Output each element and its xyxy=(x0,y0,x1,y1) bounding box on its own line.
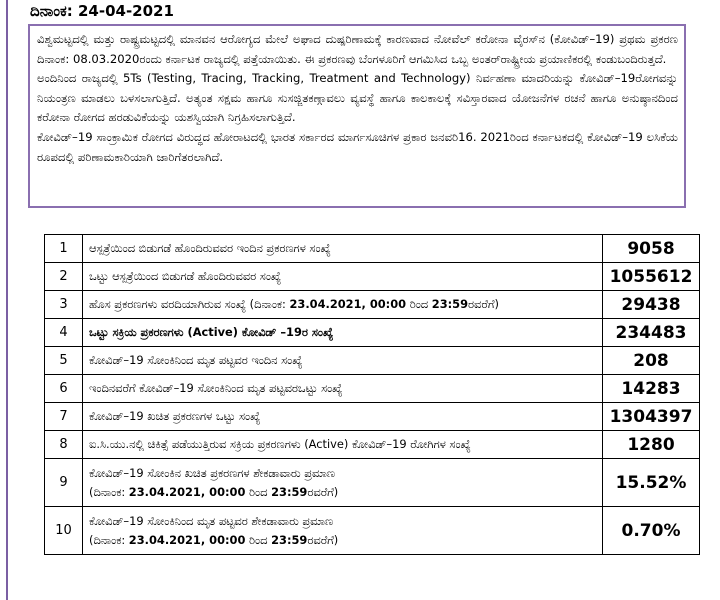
row-number: 2 xyxy=(45,263,83,291)
intro-paragraph-2: ಅಂದಿನಿಂದ ರಾಜ್ಯದಲ್ಲಿ 5Ts (Testing, Tracing, Tracking, Treatment and Technology) ನಿರ್ವಹಣಾ ಮಾದರಿಯನ್ನು ಕೋವಿಡ್–19ರೋಗವನ್ನು ನಿಯಂತ್ರಣ ಮಾಡಲು ಬಳಸಲಾಗುತ್ತಿದೆ. ಅತ್ಯಂತ ಸಕ್ಷಮ ಹಾಗೂ ಸುಸಜ್ಜಿತಕಣ್ಗಾವಲು ವ್ಯವಸ್ಥೆ ಹಾಗೂ ಕಾಲಕಾಲಕ್ಕೆ ಸವಿಸ್ತಾರವಾದ ಯೋಜನೆಗಳ ರಚನೆ ಹಾಗೂ ಅನುಷ್ಠಾನದಿಂದ ಕರೋನಾ ರೋಗದ ಹರಡುವಿಕೆಯನ್ನು ಯಶಸ್ವಿಯಾಗಿ ನಿಗ್ರಹಿಸಲಾಗುತ್ತಿದೆ. xyxy=(37,71,678,125)
row-number: 9 xyxy=(45,459,83,507)
table-row xyxy=(45,403,700,431)
row-number: 4 xyxy=(45,319,83,347)
row-description-text: ಕೋವಿಡ್–19 ಸೋಂಕಿನ ಖಚಿತ ಪ್ರಕರಣಗಳ ಶೇಕಡಾವಾರು ಪ್ರಮಾಣ xyxy=(89,465,335,480)
row-description: ಒಟ್ಟು ಆಸ್ಪತ್ರೆಯಿಂದ ಬಿಡುಗಡೆ ಹೊಂದಿರುವವರ ಸಂಖ್ಯೆ xyxy=(83,263,603,291)
row-number: 7 xyxy=(45,403,83,431)
row-value: 29438 xyxy=(603,291,700,319)
row-date-suffix: ರವರೆಗೆ) xyxy=(307,484,339,499)
row-value: 14283 xyxy=(603,375,700,403)
row-number: 10 xyxy=(45,507,83,555)
stats-table xyxy=(44,234,700,555)
row-description-text: ಕೋವಿಡ್–19 ಸೋಂಕಿನಿಂದ ಮೃತ ಪಟ್ಟವರ ಶೇಕಡಾವಾರು ಪ್ರಮಾಣ xyxy=(89,513,334,528)
table-row xyxy=(45,347,700,375)
row-date-suffix: ರವರೆಗೆ) xyxy=(307,532,339,547)
row-value: 1280 xyxy=(603,431,700,459)
row-number: 8 xyxy=(45,431,83,459)
row-date-connector: ರಿಂದ xyxy=(245,484,272,499)
date-line xyxy=(30,2,174,20)
row-number: 3 xyxy=(45,291,83,319)
row-description xyxy=(83,459,603,507)
row-value: 1055612 xyxy=(603,263,700,291)
row-value: 1304397 xyxy=(603,403,700,431)
table-row xyxy=(45,507,700,555)
row-value: 208 xyxy=(603,347,700,375)
row-description: ಇಂದಿನವರೆಗೆ ಕೋವಿಡ್–19 ಸೋಂಕಿನಿಂದ ಮೃತ ಪಟ್ಟವರಒಟ್ಟು ಸಂಖ್ಯೆ xyxy=(83,375,603,403)
row-date-range: 23.04.2021, 00:00 xyxy=(289,297,407,311)
row-date-range-line xyxy=(89,483,602,502)
date-label: ದಿನಾಂಕ: xyxy=(30,2,73,20)
row-description: ಐ.ಸಿ.ಯು.ನಲ್ಲಿ ಚಿಕಿತ್ಸೆ ಪಡೆಯುತ್ತಿರುವ ಸಕ್ರಿಯ ಪ್ರಕರಣಗಳು (Active) ಕೋವಿಡ್–19 ರೋಗಿಗಳ ಸಂಖ್ಯೆ xyxy=(83,431,603,459)
row-description-text: ಹೊಸ ಪ್ರಕರಣಗಳು ವರದಿಯಾಗಿರುವ ಸಂಖ್ಯೆ (ದಿನಾಂಕ: xyxy=(89,297,290,311)
row-value: 9058 xyxy=(603,235,700,263)
row-description: ಆಸ್ಪತ್ರೆಯಿಂದ ಬಿಡುಗಡೆ ಹೊಂದಿರುವವರ ಇಂದಿನ ಪ್ರಕರಣಗಳ ಸಂಖ್ಯೆ xyxy=(83,235,603,263)
date-value: 24-04-2021 xyxy=(77,2,174,20)
row-description: ಒಟ್ಟು ಸಕ್ರಿಯ ಪ್ರಕರಣಗಳು (Active) ಕೋವಿಡ್ –19ರ ಸಂಖ್ಯೆ xyxy=(83,319,603,347)
row-date-suffix: ರವರೆಗೆ) xyxy=(468,297,499,311)
table-row xyxy=(45,291,700,319)
row-date-prefix: (ದಿನಾಂಕ: xyxy=(89,532,129,547)
row-date-connector: ರಿಂದ xyxy=(245,532,272,547)
intro-paragraph-1: ವಿಶ್ವಮಟ್ಟದಲ್ಲಿ ಮತ್ತು ರಾಷ್ಟ್ರಮಟ್ಟದಲ್ಲಿ ಮಾನವನ ಆರೋಗ್ಯದ ಮೇಲೆ ಅಘಾದ ದುಷ್ಪರಿಣಾಮಕ್ಕೆ ಕಾರಣವಾದ ನೋವೆಲ್ ಕರೋನಾ ವೈರಸ್‌ನ (ಕೋವಿಡ್–19) ಪ್ರಥಮ ಪ್ರಕರಣ ದಿನಾಂಕ: 08.03.2020ರಂದು ಕರ್ನಾಟಕ ರಾಜ್ಯದಲ್ಲಿ ಪತ್ತೆಯಾಯಿತು. ಈ ಪ್ರಕರಣವು ಬೆಂಗಳೂರಿಗೆ ಆಗಮಿಸಿದ ಒಬ್ಬ ಅಂತರ್‌ರಾಷ್ಟ್ರೀಯ ಪ್ರಯಾಣಿಕರಲ್ಲಿ ಕಂಡುಬಂದಿರುತ್ತದೆ. xyxy=(37,32,678,66)
row-description xyxy=(83,291,603,319)
row-value: 15.52% xyxy=(603,459,700,507)
table-row xyxy=(45,263,700,291)
left-margin-rule xyxy=(6,0,8,600)
row-number: 5 xyxy=(45,347,83,375)
row-date-connector: ರಿಂದ xyxy=(406,297,432,311)
row-number: 6 xyxy=(45,375,83,403)
row-date-range: 23.04.2021, 00:00 xyxy=(128,484,246,499)
table-row xyxy=(45,235,700,263)
row-end-time: 23:59 xyxy=(271,484,308,499)
intro-paragraph-3: ಕೋವಿಡ್–19 ಸಾಂಕ್ರಾಮಿಕ ರೋಗದ ವಿರುದ್ಧದ ಹೋರಾಟದಲ್ಲಿ ಭಾರತ ಸರ್ಕಾರದ ಮಾರ್ಗಸೂಚಿಗಳ ಪ್ರಕಾರ ಜನವರಿ16. 2021ರಿಂದ ಕರ್ನಾಟಕದಲ್ಲಿ ಕೋವಿಡ್–19 ಲಸಿಕೆಯ ರೂಪದಲ್ಲಿ ಪರಿಣಾಮಕಾರಿಯಾಗಿ ಜಾರಿಗೆತರಲಾಗಿದೆ. xyxy=(37,129,678,164)
row-date-range-line xyxy=(89,531,602,550)
row-number: 1 xyxy=(45,235,83,263)
table-row xyxy=(45,375,700,403)
table-row xyxy=(45,319,700,347)
intro-box xyxy=(28,24,686,208)
row-end-time: 23:59 xyxy=(431,297,469,311)
row-description: ಕೋವಿಡ್–19 ಸೋಂಕಿನಿಂದ ಮೃತ ಪಟ್ಟವರ ಇಂದಿನ ಸಂಖ್ಯೆ xyxy=(83,347,603,375)
row-date-prefix: (ದಿನಾಂಕ: xyxy=(89,484,129,499)
row-date-range: 23.04.2021, 00:00 xyxy=(128,532,246,547)
row-description xyxy=(83,507,603,555)
row-value: 234483 xyxy=(603,319,700,347)
table-row xyxy=(45,459,700,507)
row-value: 0.70% xyxy=(603,507,700,555)
row-description: ಕೋವಿಡ್–19 ಖಚಿತ ಪ್ರಕರಣಗಳ ಒಟ್ಟು ಸಂಖ್ಯೆ xyxy=(83,403,603,431)
row-end-time: 23:59 xyxy=(271,532,308,547)
table-row xyxy=(45,431,700,459)
